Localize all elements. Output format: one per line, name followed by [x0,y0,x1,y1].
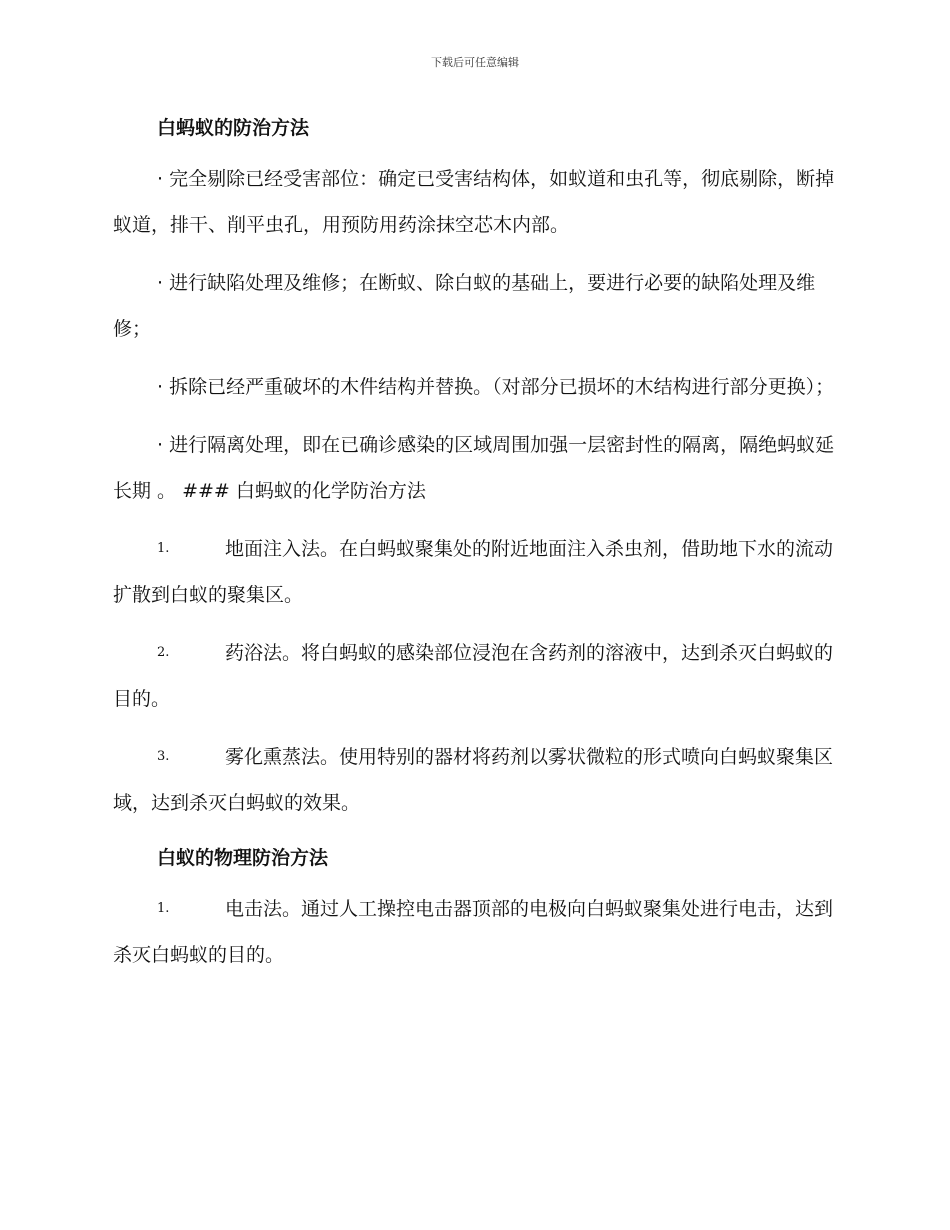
spacer [113,248,837,260]
section-heading-prevention: 白蚂蚁的防治方法 [157,117,310,139]
spacer [113,618,837,630]
spacer [113,352,837,364]
bullet-paragraph: · 进行隔离处理，即在已确诊感染的区域周围加强一层密封性的隔离，隔绝蚂蚁延长期 。 ### 白蚂蚁的化学防治方法 [113,434,835,502]
section-heading-physical: 白蚁的物理防治方法 [157,847,329,869]
spacer [113,514,837,526]
list-number: 1. [157,901,170,916]
list-item-text: 药浴法。将白蚂蚁的感染部位浸泡在含药剂的溶液中，达到杀灭白蚂蚁的目的。 [113,642,834,710]
list-item-text: 雾化熏蒸法。使用特别的器材将药剂以雾状微粒的形式喷向白蚂蚁聚集区域，达到杀灭白蚂蚁的效果。 [113,746,834,814]
list-number: 3. [157,749,170,764]
spacer [113,144,837,156]
list-item-text: 地面注入法。在白蚂蚁聚集处的附近地面注入杀虫剂，借助地下水的流动扩散到白蚁的聚集区。 [113,538,834,606]
list-item-text: 电击法。通过人工操控电击器顶部的电极向白蚂蚁聚集处进行电击，达到杀灭白蚂蚁的目的。 [113,898,834,966]
list-number: 1. [157,541,170,556]
spacer [113,410,837,422]
numbered-list-item [113,734,837,826]
numbered-list-item [113,630,837,722]
bullet-paragraph: · 拆除已经严重破坏的木件结构并替换。（对部分已损坏的木结构进行部分更换）； [157,376,835,398]
bullet-paragraph: · 完全剔除已经受害部位：确定已受害结构体，如蚁道和虫孔等，彻底剔除，断掉蚁道，排干、削平虫孔，用预防用药涂抹空芯木内部。 [113,168,835,236]
numbered-list-item [113,886,837,978]
header-note: 下载后可任意编辑 [431,56,519,69]
spacer [113,722,837,734]
spacer [113,874,837,886]
list-number: 2. [157,645,170,660]
numbered-list-item [113,526,837,618]
bullet-paragraph: · 进行缺陷处理及维修；在断蚁、除白蚁的基础上，要进行必要的缺陷处理及维修； [113,272,816,340]
document-body [113,112,837,978]
spacer [113,826,837,842]
